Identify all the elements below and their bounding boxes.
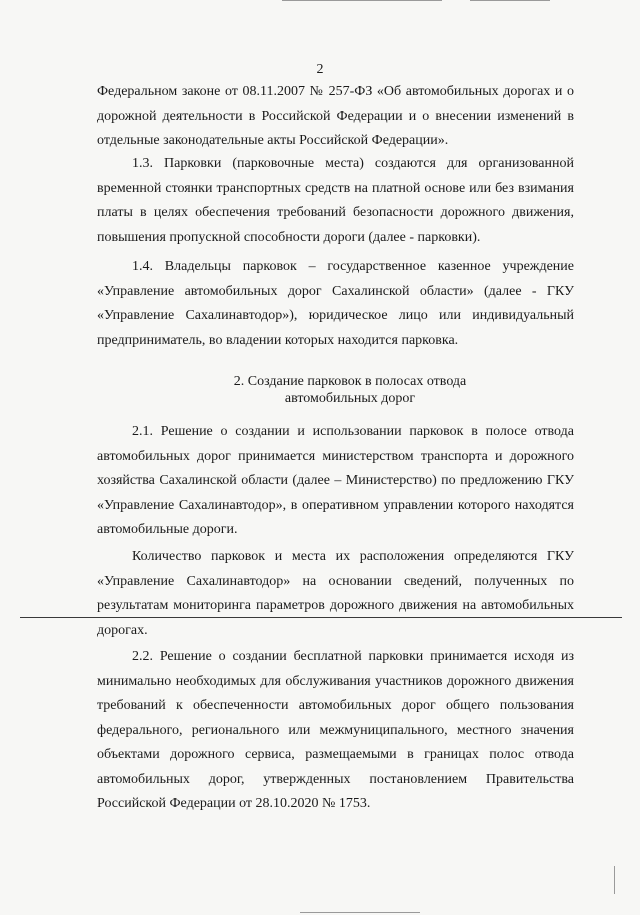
section-2-heading bbox=[0, 373, 640, 407]
paragraph-1-4: 1.4. Владельцы парковок – государственное казенное учреждение «Управление автомобильных дорог Сахалинской области» (далее - ГКУ «Управление Сахалинавтодор»), юридическое лицо или индивидуальный предприниматель, во владении которых находится парковка. bbox=[97, 259, 574, 348]
paragraph-2-2: 2.2. Решение о создании бесплатной парковки принимается исходя из минимально необходимых для обслуживания участников дорожного движения требований к обеспеченности автомобильных дорог общего пользования федерального, регионального или межмуниципального, местного значения объектами дорожного сервиса, размещаемыми в границах полос отвода автомобильных дорог, утвержденных постановлением Правительства Российской Федерации от 28.10.2020 № 1753. bbox=[97, 649, 574, 811]
scan-artifact-right-edge bbox=[614, 866, 615, 894]
scan-horizontal-line bbox=[20, 617, 622, 618]
scan-artifact-top-right bbox=[470, 0, 550, 1]
paragraph-2-1: 2.1. Решение о создании и использовании парковок в полосе отвода автомобильных дорог принимается министерством транспорта и дорожного хозяйства Сахалинской области (далее – Министерство) по предложению ГКУ «Управление Сахалинавтодор», в оперативном управлении которого находятся автомобильные дороги. bbox=[97, 424, 574, 537]
paragraph-1-3: 1.3. Парковки (парковочные места) создаются для организованной временной стоянки транспортных средств на платной основе или без взимания платы в целях обеспечения требований безопасности дорожного движения, повышения пропускной способности дороги (далее - парковки). bbox=[97, 156, 574, 245]
scan-artifact-top bbox=[282, 0, 442, 1]
scan-artifact-bottom bbox=[300, 912, 420, 913]
section-2-heading-line2: автомобильных дорог bbox=[284, 391, 416, 406]
paragraph-2-1-quantity: Количество парковок и места их расположения определяются ГКУ «Управление Сахалинавтодор» на основании сведений, полученных по результатам мониторинга параметров дорожного движения на автомобильных дорогах. bbox=[97, 549, 574, 638]
paragraph-law-reference: Федеральном законе от 08.11.2007 № 257-ФЗ «Об автомобильных дорогах и о дорожной деятельности в Российской Федерации и о внесении изменений в отдельные законодательные акты Российской Федерации». bbox=[97, 84, 574, 148]
page-number: 2 bbox=[316, 62, 324, 77]
section-2-heading-line1: 2. Создание парковок в полосах отвода bbox=[233, 374, 467, 389]
